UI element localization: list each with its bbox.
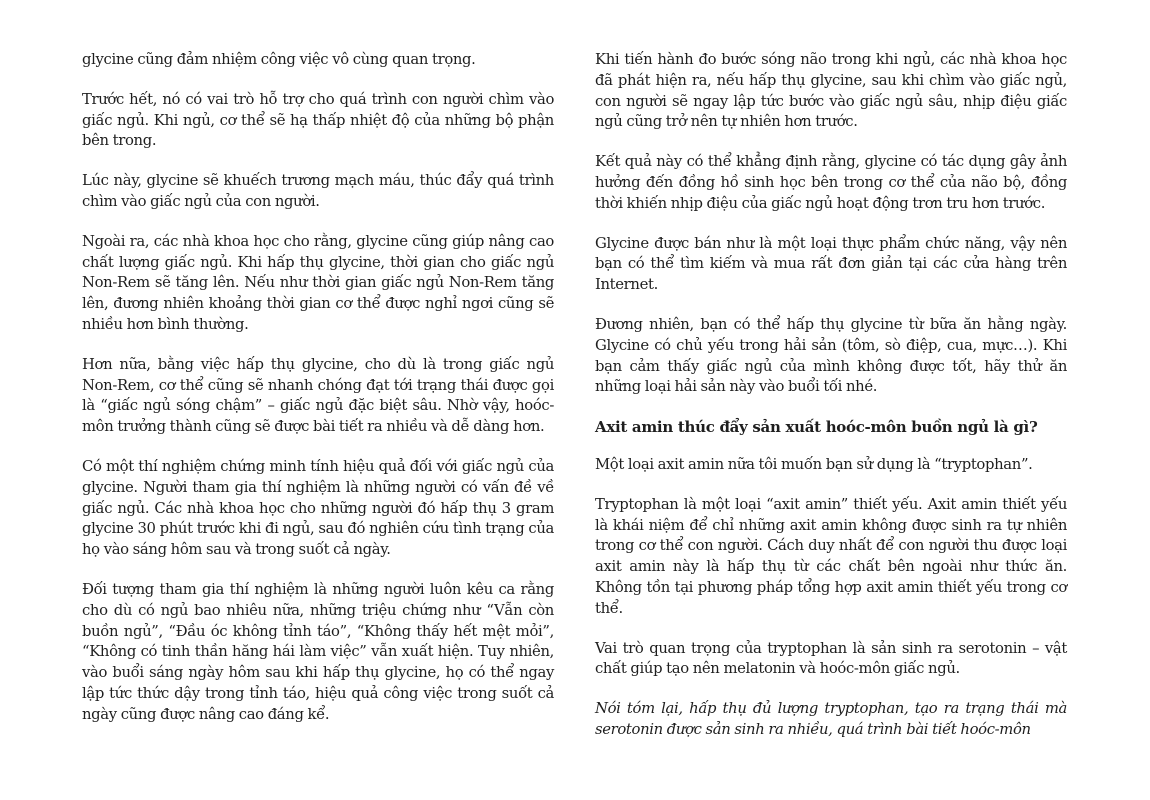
paragraph: Hơn nữa, bằng việc hấp thụ glycine, cho dù là trong giấc ngủ Non-Rem, cơ thể cũng sẽ nhanh chóng đạt tới trạng thái được gọi là “giấc ngủ sóng chậm” – giấc ngủ đặc biệt sâu. Nhờ vậy, hoóc-môn trưởng thành cũng sẽ được bài tiết ra nhiều và dễ dàng hơn. bbox=[82, 355, 554, 436]
section-heading: Axit amin thúc đẩy sản xuất hoóc-môn buồn ngủ là gì? bbox=[595, 418, 1038, 437]
paragraph: Glycine được bán như là một loại thực phẩm chức năng, vậy nên bạn có thể tìm kiếm và mua rất đơn giản tại các cửa hàng trên Internet. bbox=[595, 234, 1067, 294]
paragraph: Ngoài ra, các nhà khoa học cho rằng, glycine cũng giúp nâng cao chất lượng giấc ngủ. Khi hấp thụ glycine, thời gian cho giấc ngủ Non-Rem sẽ tăng lên. Nếu như thời gian giấc ngủ Non-Rem tăng lên, đương nhiên khoảng thời gian cơ thể được nghỉ ngơi cũng sẽ nhiều hơn bình thường. bbox=[82, 232, 554, 333]
paragraph: Khi tiến hành đo bước sóng não trong khi ngủ, các nhà khoa học đã phát hiện ra, nếu hấp thụ glycine, sau khi chìm vào giấc ngủ, con người sẽ ngay lập tức bước vào giấc ngủ sâu, nhịp điệu giấc ngủ cũng trở nên tự nhiên hơn trước. bbox=[595, 51, 1067, 131]
left-column bbox=[82, 50, 554, 745]
paragraph: glycine cũng đảm nhiệm công việc vô cùng quan trọng. bbox=[82, 51, 476, 68]
paragraph: Có một thí nghiệm chứng minh tính hiệu quả đối với giấc ngủ của glycine. Người tham gia thí nghiệm là những người có vấn đề về giấc ngủ. Các nhà khoa học cho những người đó hấp thụ 3 gram glycine 30 phút trước khi đi ngủ, sau đó nghiên cứu tình trạng của họ vào sáng hôm sau và trong suốt cả ngày. bbox=[82, 457, 554, 559]
italic-summary-paragraph: Nói tóm lại, hấp thụ đủ lượng tryptophan, tạo ra trạng thái mà serotonin được sản sinh ra nhiều, quá trình bài tiết hoóc-môn bbox=[595, 700, 1067, 738]
paragraph: Đối tượng tham gia thí nghiệm là những người luôn kêu ca rằng cho dù có ngủ bao nhiêu nữa, những triệu chứng như “Vẫn còn buồn ngủ”, “Đầu óc không tỉnh táo”, “Không thấy hết mệt mỏi”, “Không có tinh thần hăng hái làm việc” vẫn xuất hiện. Tuy nhiên, vào buổi sáng ngày hôm sau khi hấp thụ glycine, họ có thể ngay lập tức thức dậy trong tỉnh táo, hiệu quả công việc trong suốt cả ngày cũng được nâng cao đáng kể. bbox=[82, 580, 554, 723]
paragraph: Vai trò quan trọng của tryptophan là sản sinh ra serotonin – vật chất giúp tạo nên melatonin và hoóc-môn giấc ngủ. bbox=[595, 639, 1067, 678]
right-column bbox=[595, 50, 1067, 760]
paragraph: Trước hết, nó có vai trò hỗ trợ cho quá trình con người chìm vào giấc ngủ. Khi ngủ, cơ thể sẽ hạ thấp nhiệt độ của những bộ phận bên trong. bbox=[82, 90, 554, 150]
paragraph: Một loại axit amin nữa tôi muốn bạn sử dụng là “tryptophan”. bbox=[595, 455, 1033, 473]
paragraph: Tryptophan là một loại “axit amin” thiết yếu. Axit amin thiết yếu là khái niệm để chỉ những axit amin không được sinh ra tự nhiên trong cơ thể con người. Cách duy nhất để con người thu được loại axit amin này là hấp thụ từ các chất bên ngoài như thức ăn. Không tồn tại phương pháp tổng hợp axit amin thiết yếu trong cơ thể. bbox=[595, 495, 1067, 617]
paragraph: Lúc này, glycine sẽ khuếch trương mạch máu, thúc đẩy quá trình chìm vào giấc ngủ của con người. bbox=[82, 172, 554, 210]
paragraph: Đương nhiên, bạn có thể hấp thụ glycine từ bữa ăn hằng ngày. Glycine có chủ yếu trong hải sản (tôm, sò điệp, cua, mực…). Khi bạn cảm thấy giấc ngủ của mình không được tốt, hãy thử ăn những loại hải sản này vào buổi tối nhé. bbox=[595, 315, 1067, 396]
paragraph: Kết quả này có thể khẳng định rằng, glycine có tác dụng gây ảnh hưởng đến đồng hồ sinh học bên trong cơ thể của não bộ, đồng thời khiến nhịp điệu của giấc ngủ hoạt động trơn tru hơn trước. bbox=[595, 153, 1067, 212]
